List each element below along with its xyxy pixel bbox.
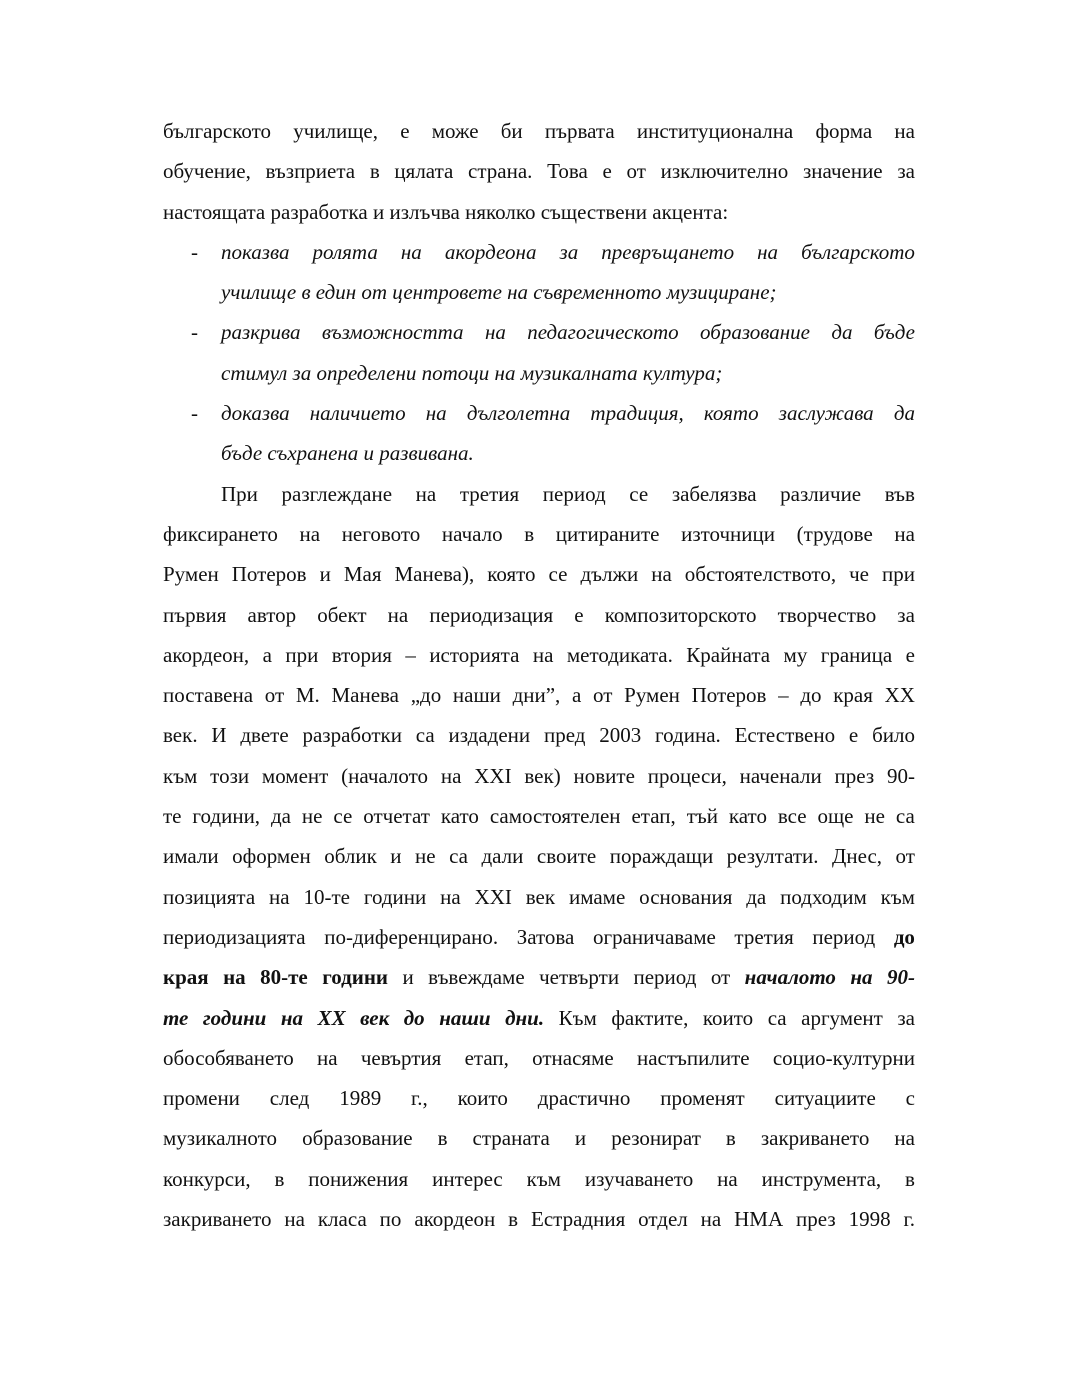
bullet-list	[163, 232, 915, 474]
word: а	[262, 642, 272, 667]
word: към	[880, 884, 915, 909]
word: би	[500, 119, 523, 143]
word: на	[757, 239, 779, 264]
word: са	[767, 1005, 787, 1030]
word: своите	[536, 844, 597, 869]
word: на	[400, 239, 422, 264]
word: с	[905, 1086, 915, 1111]
word: на	[284, 1207, 305, 1232]
text-line	[163, 877, 915, 917]
word: Затова	[516, 924, 575, 949]
list-item-continuation: стимул за определени потоци на музикалната култура;	[221, 360, 723, 385]
word: интерес	[432, 1166, 503, 1191]
word: по	[379, 1207, 402, 1232]
word: е	[905, 642, 915, 667]
word: ограничаваме	[592, 924, 716, 949]
word: страна.	[468, 159, 533, 184]
list-item-text	[221, 232, 915, 272]
word: век)	[524, 763, 561, 788]
word: ситуациите	[774, 1086, 876, 1111]
word: на	[894, 1126, 915, 1151]
word: се	[548, 562, 568, 587]
word: понижения	[308, 1166, 409, 1191]
word: тъй	[686, 804, 718, 829]
word: дни.	[505, 1005, 545, 1030]
word: края	[833, 683, 873, 708]
word: Румен	[163, 562, 219, 587]
word: на	[532, 642, 554, 667]
word: заслужава	[778, 401, 874, 426]
word: облик	[324, 844, 377, 869]
word: акордеона	[444, 239, 537, 264]
word: година.	[655, 723, 721, 748]
word: период	[542, 481, 606, 506]
word: дълголетна	[466, 401, 571, 426]
word: Това	[547, 159, 588, 184]
word: имаме	[568, 884, 626, 909]
word: отдел	[638, 1207, 688, 1232]
word: процеси,	[647, 763, 727, 788]
word: в	[725, 1126, 736, 1151]
word: края	[163, 965, 209, 990]
word: на	[894, 119, 915, 143]
word: „до	[410, 683, 442, 708]
word: този	[210, 763, 250, 788]
word: наличието	[309, 401, 406, 426]
word: се	[333, 804, 353, 829]
word: начало	[441, 521, 503, 546]
word: във	[884, 481, 915, 506]
document-page	[163, 111, 915, 1239]
word: ролята	[312, 239, 378, 264]
text-line	[163, 1199, 915, 1239]
word: при	[285, 642, 319, 667]
word: те	[163, 1005, 189, 1030]
word: не	[301, 804, 323, 829]
word: разглеждане	[281, 481, 393, 506]
word: те	[163, 804, 182, 829]
word: при	[881, 562, 915, 587]
word: е	[602, 159, 612, 184]
word: за	[897, 602, 915, 627]
word: периодизация	[429, 602, 554, 627]
word: в	[508, 1207, 519, 1232]
word: педагогическото	[527, 320, 679, 345]
word: чевъртия	[360, 1045, 442, 1070]
word: ХХI	[474, 763, 512, 788]
word: до	[403, 1005, 425, 1030]
word: училище,	[293, 119, 378, 143]
word: за	[897, 1005, 915, 1030]
word: наченали	[739, 763, 822, 788]
word: са	[415, 723, 435, 748]
word: отнасяме	[532, 1045, 614, 1070]
word: на	[440, 763, 462, 788]
word: век	[360, 1005, 390, 1030]
word: поставена	[163, 683, 254, 708]
word: Манева	[331, 683, 399, 708]
text-line	[163, 836, 915, 876]
word: било	[872, 723, 915, 748]
word: в	[905, 1166, 915, 1191]
word: като	[728, 804, 767, 829]
word: които	[457, 1086, 508, 1111]
word: от	[895, 844, 915, 869]
word: периодизацията	[163, 924, 306, 949]
word: е	[400, 119, 410, 143]
word: да	[746, 884, 767, 909]
word: акордеон,	[163, 642, 250, 667]
word: автор	[247, 602, 297, 627]
text-line	[163, 474, 915, 514]
word: дали	[481, 844, 524, 869]
word: Потеров	[231, 562, 307, 587]
word: резонират	[611, 1126, 701, 1151]
word: превръщането	[601, 239, 735, 264]
word: 1989	[339, 1086, 382, 1111]
text-line	[163, 1038, 915, 1078]
word: втория	[331, 642, 392, 667]
word: показва	[221, 239, 290, 264]
word: акордеон	[414, 1207, 496, 1232]
word: началото	[744, 965, 836, 990]
word: пред	[543, 723, 586, 748]
word: доказва	[221, 401, 290, 426]
word: в	[437, 1126, 448, 1151]
word: на	[651, 562, 672, 587]
word: е	[574, 602, 584, 627]
word: институционална	[636, 119, 794, 143]
word: обучение,	[163, 159, 251, 184]
word: позицията	[163, 884, 256, 909]
word: момент	[261, 763, 329, 788]
word: цитираните	[555, 521, 660, 546]
word: през	[796, 1207, 836, 1232]
word: която	[487, 562, 536, 587]
word: която	[703, 401, 759, 426]
word: години	[322, 965, 389, 990]
word: Румен	[624, 683, 680, 708]
text-line	[163, 595, 915, 635]
word: цялата	[394, 159, 454, 184]
text-line	[163, 1159, 915, 1199]
word: на	[700, 1207, 722, 1232]
word: години	[363, 884, 427, 909]
word: историята	[429, 642, 520, 667]
word: на	[425, 401, 447, 426]
word: –	[778, 683, 789, 708]
word: двете	[240, 723, 289, 748]
word: изключително	[660, 159, 789, 184]
word: години,	[192, 804, 261, 829]
word: страната	[472, 1126, 550, 1151]
word: различие	[780, 481, 862, 506]
word: и	[574, 1126, 587, 1151]
word: композиторското	[604, 602, 757, 627]
word: от	[710, 965, 731, 990]
word: обстоятелството,	[684, 562, 837, 587]
word: на	[484, 320, 506, 345]
word: (началото	[341, 763, 429, 788]
text-line	[163, 192, 915, 232]
word: новите	[573, 763, 635, 788]
word: драстично	[537, 1086, 631, 1111]
text-line	[163, 675, 915, 715]
word: неговото	[341, 521, 421, 546]
word: М.	[295, 683, 320, 708]
word: променят	[660, 1086, 745, 1111]
word: от	[264, 683, 285, 708]
word: четвърти	[539, 965, 620, 990]
word: г.	[903, 1207, 915, 1232]
text-line	[163, 554, 915, 594]
word: за	[559, 239, 579, 264]
paragraph-continued	[163, 1038, 915, 1239]
word: отчетат	[363, 804, 430, 829]
word: етап,	[631, 804, 676, 829]
bullet-dash: -	[191, 239, 198, 264]
text-line	[163, 1118, 915, 1158]
word: може	[431, 119, 479, 143]
word: фиксирането	[163, 521, 278, 546]
list-item	[163, 312, 915, 352]
word: настъпилите	[636, 1045, 750, 1070]
text-line	[163, 1078, 915, 1118]
word: третия	[459, 481, 520, 506]
word: му	[783, 642, 808, 667]
word: аргумент	[801, 1005, 883, 1030]
list-item-continuation: училище в един от центровете на съвременното музициране;	[221, 280, 777, 305]
word: закриването	[163, 1207, 272, 1232]
word: разкрива	[221, 320, 301, 345]
word: на	[317, 1045, 338, 1070]
word: ХХ	[317, 1005, 346, 1030]
text-line	[163, 151, 915, 191]
word: е	[848, 723, 859, 748]
word: 1998	[848, 1207, 891, 1232]
bullet-dash: -	[191, 401, 198, 426]
word: 80-те	[260, 965, 308, 990]
word: Мая	[343, 562, 382, 587]
word: инструмента,	[761, 1166, 882, 1191]
word: основания	[639, 884, 733, 909]
word: образование	[700, 320, 810, 345]
word: българското	[163, 119, 272, 143]
word: на	[894, 521, 915, 546]
word: на	[299, 521, 321, 546]
word: след	[269, 1086, 310, 1111]
word: (трудове	[796, 521, 873, 546]
word: подходим	[780, 884, 867, 909]
word: дни”,	[512, 683, 561, 708]
word: период	[812, 924, 876, 949]
word: промени	[163, 1086, 240, 1111]
text-line	[163, 756, 915, 796]
word: да	[831, 320, 853, 345]
word: 90-	[886, 763, 915, 788]
word: в	[274, 1166, 285, 1191]
word: още	[817, 804, 854, 829]
word: наши	[439, 1005, 491, 1030]
word: на	[850, 965, 873, 990]
word: г.,	[411, 1086, 428, 1111]
word: бъде	[873, 320, 915, 345]
word: на	[280, 1005, 304, 1030]
word: резултати.	[726, 844, 819, 869]
word: по-диференцирано.	[324, 924, 499, 949]
word: към	[526, 1166, 561, 1191]
list-item	[163, 232, 915, 272]
word: а	[572, 683, 582, 708]
word: конкурси,	[163, 1166, 251, 1191]
word: период	[633, 965, 697, 990]
word: забелязва	[671, 481, 757, 506]
word: на	[269, 884, 290, 909]
word: музикалното	[163, 1126, 278, 1151]
word: закриването	[760, 1126, 870, 1151]
word: в	[524, 521, 535, 546]
word: не	[415, 844, 436, 869]
word: на	[223, 965, 246, 990]
word: обект	[317, 602, 367, 627]
word: издадени	[448, 723, 531, 748]
word: източници	[681, 521, 776, 546]
paragraph	[163, 474, 915, 917]
word: При	[221, 481, 258, 506]
word: да	[893, 401, 915, 426]
word: разработки	[302, 723, 402, 748]
text-line	[163, 917, 915, 957]
word: Естествено	[734, 723, 836, 748]
word: 10-те	[303, 884, 350, 909]
word: се	[629, 481, 649, 506]
word: към	[163, 763, 198, 788]
word: имали	[163, 844, 219, 869]
word: първия	[163, 602, 227, 627]
word: от	[626, 159, 646, 184]
word: 2003	[599, 723, 642, 748]
word: първата	[544, 119, 615, 143]
word: НМА	[734, 1207, 784, 1232]
text-line	[163, 514, 915, 554]
word: все	[777, 804, 807, 829]
word: до	[800, 683, 822, 708]
word: етап,	[464, 1045, 509, 1070]
list-item	[163, 393, 915, 433]
word: години	[202, 1005, 267, 1030]
word: които	[702, 1005, 754, 1030]
bullet-dash: -	[191, 320, 198, 345]
word: класа	[317, 1207, 367, 1232]
text-line	[163, 796, 915, 836]
word: методиката.	[566, 642, 673, 667]
word: фактите,	[611, 1005, 689, 1030]
word: като	[440, 804, 479, 829]
word: образование	[302, 1126, 413, 1151]
word: Манева),	[394, 562, 475, 587]
word: и	[390, 844, 402, 869]
word: значение	[802, 159, 883, 184]
word: за	[897, 159, 915, 184]
word: че	[849, 562, 869, 587]
word: въвеждаме	[428, 965, 525, 990]
word: граница	[820, 642, 893, 667]
word: наши	[452, 683, 501, 708]
word: век	[525, 884, 556, 909]
word: форма	[815, 119, 873, 143]
word: обособяването	[163, 1045, 294, 1070]
word: на	[387, 602, 409, 627]
word: са	[895, 804, 915, 829]
word: самостоятелен	[489, 804, 621, 829]
word: дължи	[580, 562, 639, 587]
word: и	[319, 562, 331, 587]
text-line	[163, 998, 915, 1038]
word: на	[440, 884, 461, 909]
word: творчество	[777, 602, 877, 627]
text-line	[163, 957, 915, 997]
list-item-text	[221, 312, 915, 352]
word: оформен	[232, 844, 311, 869]
word: възприета	[265, 159, 356, 184]
word: Потеров	[691, 683, 767, 708]
word: от	[593, 683, 613, 708]
word: през	[834, 763, 875, 788]
word: третия	[734, 924, 794, 949]
word: и	[402, 965, 414, 990]
word: пораждащи	[609, 844, 714, 869]
word: Към	[558, 1005, 597, 1030]
word: изучаването	[584, 1166, 694, 1191]
word: Днес,	[832, 844, 883, 869]
word: ХХI	[474, 884, 512, 909]
word: възможността	[321, 320, 464, 345]
line-text: настоящата разработка и излъчва няколко съществени акцента:	[163, 199, 729, 224]
word: до	[893, 924, 915, 949]
word: век.	[163, 723, 198, 748]
word: 90-	[886, 965, 915, 990]
list-item-continuation: бъде съхранена и развивана.	[221, 441, 474, 466]
word: Крайната	[686, 642, 771, 667]
word: на	[717, 1166, 738, 1191]
word: на	[415, 481, 437, 506]
word: Естрадния	[531, 1207, 626, 1232]
word: в	[369, 159, 380, 184]
word: социо-културни	[772, 1045, 915, 1070]
word: българското	[801, 239, 915, 264]
text-line	[163, 715, 915, 755]
list-item-text	[221, 393, 915, 433]
word: И	[211, 723, 227, 748]
text-line	[163, 111, 915, 151]
word: ХХ	[884, 683, 915, 708]
word: са	[449, 844, 468, 869]
text-line	[163, 635, 915, 675]
word: традиция,	[590, 401, 684, 426]
word: –	[405, 642, 416, 667]
word: не	[864, 804, 885, 829]
word: да	[270, 804, 291, 829]
